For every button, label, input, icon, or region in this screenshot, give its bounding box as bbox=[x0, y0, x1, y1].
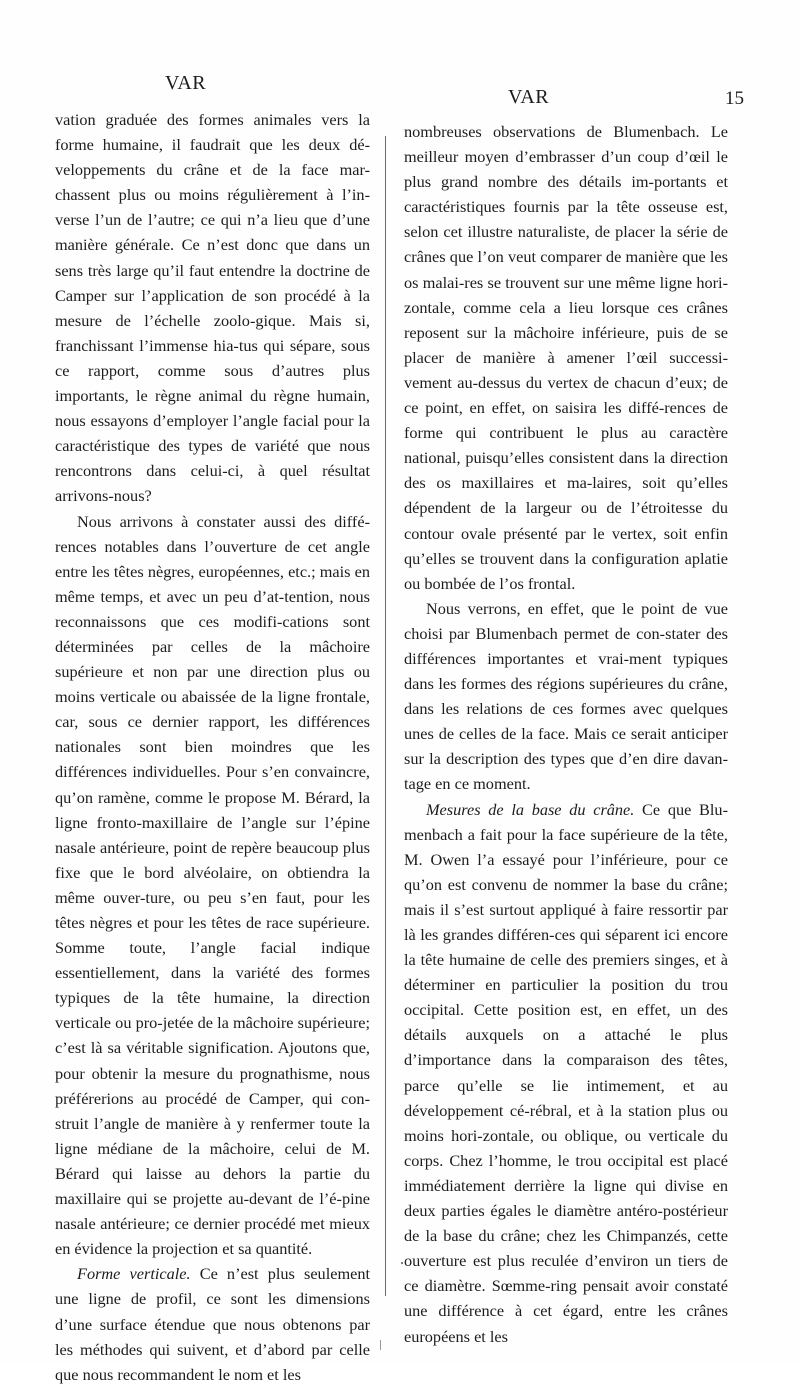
right-running-head: VAR bbox=[508, 86, 550, 108]
left-paragraph-3-body: Ce n’est plus seulement une ligne de profil, ce sont les dimensions d’une surface étendue que nous obtenons par les méthodes qui suivent, et d’abord par celle que nous recommandent le nom et les bbox=[55, 1264, 371, 1384]
right-paragraph-3 bbox=[404, 797, 728, 1349]
left-paragraph-3-heading: Forme verticale. bbox=[77, 1264, 191, 1284]
left-paragraph-3 bbox=[55, 1261, 370, 1386]
print-speck bbox=[401, 1262, 403, 1264]
page-number: 15 bbox=[725, 88, 744, 109]
right-text-column bbox=[404, 119, 728, 1349]
column-divider bbox=[385, 136, 386, 1296]
right-paragraph-1: nombreuses observations de Blumenbach. Le meilleur moyen d’embrasser d’un coup d’œil le plus grand nombre des détails im-portants et caractéristiques fournis par la tête osseuse est, selon cet illustre naturaliste, de placer la série de crânes que l’on veut comparer de manière que les os malai-res se trouvent sur une même ligne hori-zontale, comme cela a lieu lorsque ces crânes reposent sur la mâchoire inférieure, puis de se placer de manière à amener l’œil successi-vement au-dessus du vertex de chacun d’eux; de ce point, en effet, on saisira les diffé-rences de forme qui contribuent le plus au caractère national, puisqu’elles consistent dans la direction des os maxillaires et ma-laires, soit qu’elles dépendent de la largeur ou de l’étroitesse du contour ovale présenté par le vertex, soit enfin qu’elles se trouvent dans la configuration aplatie ou bombée de l’os frontal. bbox=[404, 122, 728, 593]
left-running-head: VAR bbox=[165, 72, 207, 94]
left-text-column bbox=[55, 107, 370, 1387]
right-paragraph-3-heading: Mesures de la base du crâne. bbox=[426, 799, 635, 819]
left-paragraph-2: Nous arrivons à constater aussi des diffé-rences notables dans l’ouverture de cet angle entre les têtes nègres, européennes, etc.; mais en même temps, et avec un peu d’at-tention, nous reconnaissons que ces modifi-cations sont déterminées par celles de la mâchoire supérieure et non par une direction plus ou moins verticale ou abaissée de la ligne frontale, car, sous ce dernier rapport, les différences nationales sont bien moindres que les différences individuelles. Pour s’en convaincre, qu’on ramène, comme le propose M. Bérard, la ligne fronto-maxillaire de l’angle sur l’épine nasale antérieure, point de repère beaucoup plus fixe que le bord alvéolaire, on obtiendra la même ouver-ture, ou peu s’en faut, pour les têtes nègres et pour les têtes de race supérieure. Somme toute, l’angle facial indique essentiellement, dans la variété des formes typiques de la tête humaine, la direction verticale ou pro-jetée de la mâchoire supérieure; c’est là sa véritable signification. Ajoutons que, pour obtenir la mesure du prognathisme, nous préférerions au procédé de Camper, qui con-struit l’angle de manière à y renfermer toute la ligne médiane de la mâchoire, celui de M. Bérard qui laisse au dehors la partie du maxillaire qui se projette au-devant de l’é-pine nasale antérieure; ce dernier procédé met mieux en évidence la projection et sa quantité. bbox=[55, 511, 370, 1259]
right-paragraph-2: Nous verrons, en effet, que le point de vue choisi par Blumenbach permet de con-stater des différences importantes et vrai-ment typiques dans les formes des régions supérieures du crâne, dans les relations de ces formes avec quelques unes de celles de la face. Mais ce serait anticiper sur la description des types que d’en dire davan-tage en ce moment. bbox=[404, 598, 728, 794]
right-paragraph-3-body: Ce que Blu-menbach a fait pour la face supérieure de la tête, M. Owen l’a essayé pour l’inférieure, pour ce qu’on est convenu de nommer la base du crâne; mais il s’est surtout appliqué à faire ressortir par là les grandes différen-ces qui séparent ici encore la tête humaine de celle des premiers singes, et à déterminer en particulier la position du trou occipital. Cette position est, en effet, un des détails auxquels on a attaché le plus d’importance dans la comparaison des têtes, parce qu’elle se lie intimement, et au développement cé-rébral, et à la station plus ou moins hori-zontale, ou oblique, ou verticale du corps. Chez l’homme, le trou occipital est placé immédiatement derrière la ligne qui divise en deux parties égales le diamètre antéro-postérieur de la base du crâne; chez les Chimpanzés, cette ouverture est plus reculée d’environ un tiers de ce diamètre. Sœmme-ring pensait avoir constaté une différence à cet égard, entre les crânes européens et les bbox=[404, 799, 728, 1346]
print-speck bbox=[380, 1340, 381, 1350]
left-paragraph-1: vation graduée des formes animales vers la forme humaine, il faudrait que les deux dé-veloppements du crâne et de la face mar-chassent plus ou moins régulièrement à l’in-verse l’un de l’autre; ce qui n’a lieu que d’une manière générale. Ce n’est donc que dans un sens très large qu’il faut entendre la doctrine de Camper sur l’application de son procédé à la mesure de l’échelle zoolo-gique. Mais si, franchissant l’immense hia-tus qui sépare, sous ce rapport, comme sous d’autres plus importants, le règne animal du règne humain, nous essayons d’employer l’angle facial pour la caractéristique des types de variété que nous rencontrons dans celui-ci, à quel résultat arrivons-nous? bbox=[55, 110, 370, 506]
